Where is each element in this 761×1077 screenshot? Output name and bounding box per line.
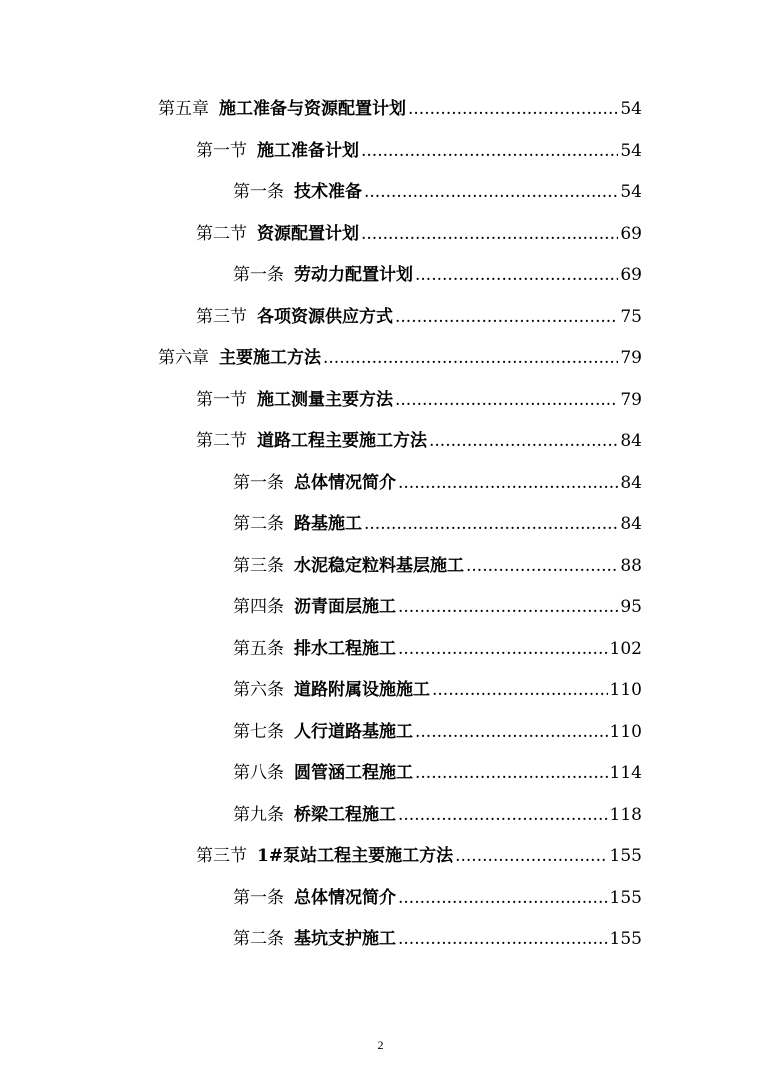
toc-entry-number: 第二节 [196, 224, 247, 244]
toc-entry-number: 第一条 [233, 888, 284, 908]
toc-dot-leader [466, 551, 618, 581]
toc-entry-number: 第二条 [233, 514, 284, 534]
toc-entry[interactable] [233, 758, 642, 788]
toc-entry-title: 基坑支护施工 [294, 929, 396, 949]
toc-dot-leader [408, 94, 618, 124]
toc-dot-leader [415, 260, 618, 290]
toc-entry-number: 第二节 [196, 431, 247, 451]
toc-entry-title: 沥青面层施工 [294, 597, 396, 617]
toc-entry-page: 75 [620, 307, 642, 327]
toc-entry-number: 第一条 [233, 182, 284, 202]
toc-entry[interactable] [158, 343, 642, 373]
toc-dot-leader [364, 177, 618, 207]
toc-entry-page: 54 [620, 141, 642, 161]
toc-dot-leader [323, 343, 618, 373]
toc-entry-number: 第七条 [233, 722, 284, 742]
toc-entry-title: 劳动力配置计划 [294, 265, 413, 285]
toc-entry-page: 69 [620, 265, 642, 285]
toc-entry-number: 第一条 [233, 473, 284, 493]
toc-entry-page: 84 [620, 431, 642, 451]
toc-entry-title: 施工测量主要方法 [257, 390, 393, 410]
toc-entry-page: 155 [609, 929, 642, 949]
toc-entry-number: 第三节 [196, 307, 247, 327]
toc-entry-number: 第六条 [233, 680, 284, 700]
page-number: 2 [377, 1038, 384, 1052]
toc-entry[interactable] [233, 260, 642, 290]
toc-entry-title: 1#泵站工程主要施工方法 [257, 846, 454, 866]
toc-entry[interactable] [233, 675, 642, 705]
toc-entry-title: 路基施工 [294, 514, 362, 534]
toc-entry-page: 54 [620, 99, 642, 119]
toc-entry-page: 69 [620, 224, 642, 244]
toc-entry[interactable] [196, 302, 642, 332]
toc-entry-page: 102 [609, 639, 642, 659]
toc-entry-page: 84 [620, 514, 642, 534]
toc-entry-number: 第九条 [233, 805, 284, 825]
toc-entry[interactable] [233, 592, 642, 622]
toc-entry-page: 118 [609, 805, 642, 825]
toc-entry-page: 155 [609, 846, 642, 866]
toc-entry-number: 第三节 [196, 846, 247, 866]
toc-entry-title: 道路附属设施施工 [294, 680, 430, 700]
toc-entry-number: 第一条 [233, 265, 284, 285]
toc-entry-number: 第三条 [233, 556, 284, 576]
toc-entry-title: 圆管涵工程施工 [294, 763, 413, 783]
toc-entry-title: 施工准备与资源配置计划 [219, 99, 406, 119]
toc-dot-leader [361, 136, 618, 166]
toc-entry-page: 79 [620, 348, 642, 368]
toc-entry-number: 第八条 [233, 763, 284, 783]
toc-entry-page: 114 [609, 763, 642, 783]
toc-entry-title: 水泥稳定粒料基层施工 [294, 556, 464, 576]
toc-entry[interactable] [233, 924, 642, 954]
toc-entry-number: 第一节 [196, 390, 247, 410]
toc-entry-title: 主要施工方法 [219, 348, 321, 368]
toc-entry-title: 总体情况简介 [294, 473, 396, 493]
toc-entry[interactable] [233, 509, 642, 539]
toc-dot-leader [395, 302, 618, 332]
toc-dot-leader [398, 468, 618, 498]
toc-dot-leader [364, 509, 618, 539]
toc-entry-title: 排水工程施工 [294, 639, 396, 659]
toc-entry-page: 79 [620, 390, 642, 410]
toc-entry-page: 110 [609, 680, 642, 700]
toc-entry-title: 总体情况简介 [294, 888, 396, 908]
toc-entry[interactable] [233, 177, 642, 207]
toc-entry[interactable] [233, 717, 642, 747]
toc-entry-title: 人行道路基施工 [294, 722, 413, 742]
toc-entry[interactable] [233, 883, 642, 913]
toc-dot-leader [395, 385, 618, 415]
toc-dot-leader [415, 717, 608, 747]
toc-dot-leader [432, 675, 608, 705]
toc-entry[interactable] [233, 634, 642, 664]
toc-entry-page: 54 [620, 182, 642, 202]
toc-dot-leader [398, 592, 618, 622]
toc-entry-page: 84 [620, 473, 642, 493]
toc-entry-number: 第四条 [233, 597, 284, 617]
toc-entry[interactable] [196, 841, 642, 871]
toc-entry[interactable] [196, 219, 642, 249]
toc-dot-leader [398, 800, 608, 830]
toc-dot-leader [398, 883, 608, 913]
toc-entry-page: 110 [609, 722, 642, 742]
toc-entry-number: 第六章 [158, 348, 209, 368]
toc-entry[interactable] [233, 468, 642, 498]
toc-entry-number: 第一节 [196, 141, 247, 161]
toc-entry-page: 95 [620, 597, 642, 617]
toc-entry-title: 道路工程主要施工方法 [257, 431, 427, 451]
toc-entry[interactable] [196, 385, 642, 415]
toc-entry-title: 技术准备 [294, 182, 362, 202]
toc-entry-number: 第五章 [158, 99, 209, 119]
toc-entry[interactable] [196, 426, 642, 456]
toc-entry-title: 桥梁工程施工 [294, 805, 396, 825]
toc-dot-leader [398, 924, 608, 954]
toc-entry[interactable] [233, 800, 642, 830]
toc-entry[interactable] [233, 551, 642, 581]
toc-entry-page: 155 [609, 888, 642, 908]
toc-entry[interactable] [158, 94, 642, 124]
toc-dot-leader [429, 426, 618, 456]
toc-dot-leader [398, 634, 608, 664]
toc-dot-leader [455, 841, 607, 871]
toc-entry-number: 第二条 [233, 929, 284, 949]
toc-entry-number: 第五条 [233, 639, 284, 659]
toc-entry-title: 资源配置计划 [257, 224, 359, 244]
toc-entry-title: 各项资源供应方式 [257, 307, 393, 327]
toc-entry-title: 施工准备计划 [257, 141, 359, 161]
toc-entry-page: 88 [620, 556, 642, 576]
toc-entry[interactable] [196, 136, 642, 166]
toc-dot-leader [415, 758, 608, 788]
toc-dot-leader [361, 219, 618, 249]
